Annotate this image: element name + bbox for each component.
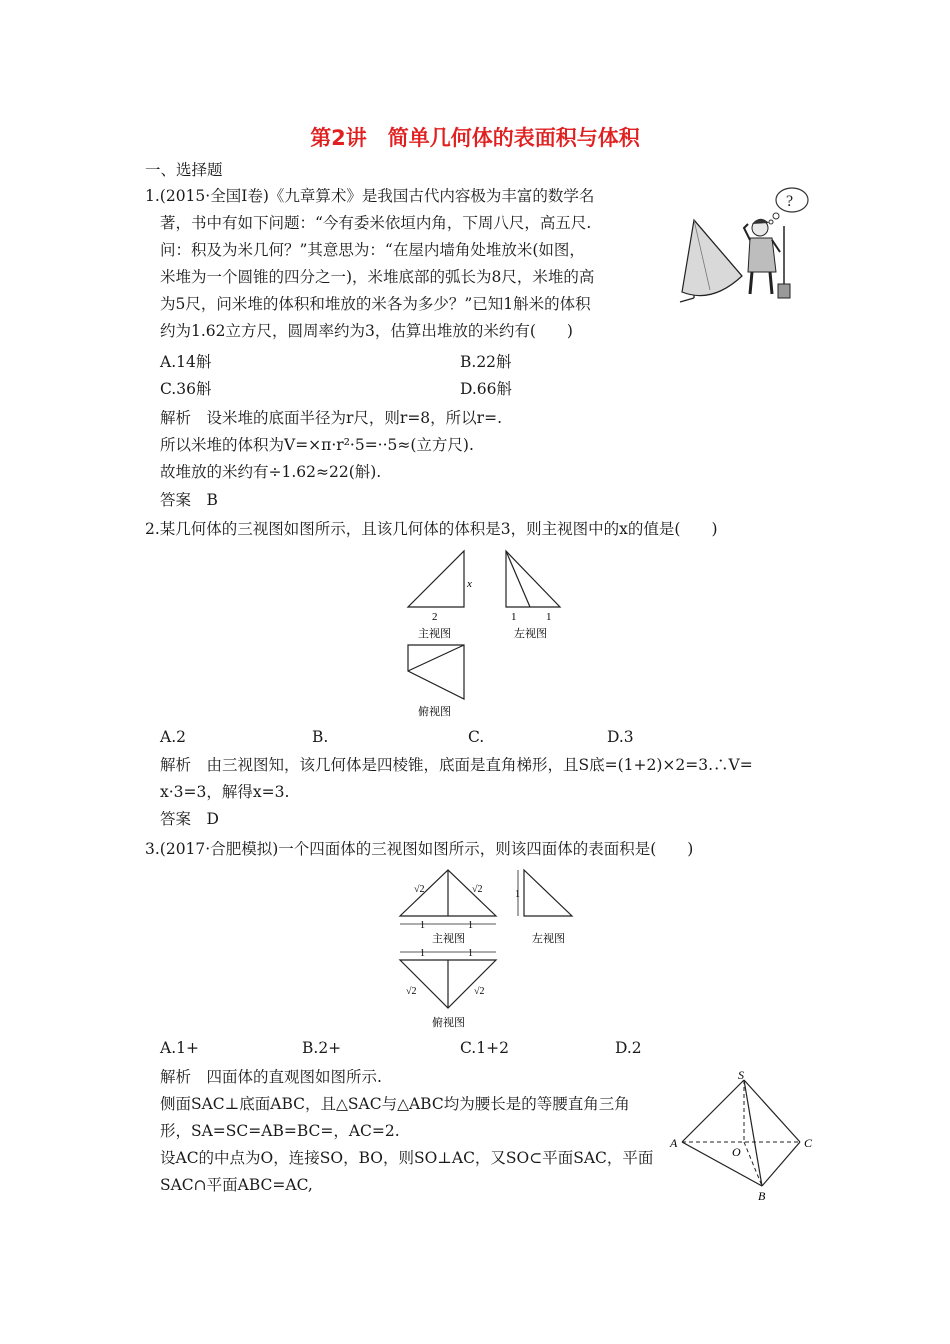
q2-left-view-label: 左视图 [514,628,547,640]
q3-stem: 3.(2017·合肥模拟)一个四面体的三视图如图所示，则该四面体的表面积是( ) [145,840,694,858]
pyramid-label-c: C [804,1136,813,1150]
q1-line-4: 米堆为一个圆锥的四分之一)，米堆底部的弧长为8尺，米堆的高 [160,268,595,286]
q1-option-d: D.66斛 [460,380,513,398]
q3-option-d: D.2 [615,1039,642,1057]
q2-answer: 答案 D [160,810,219,828]
q3-option-b: B.2+ [302,1039,342,1057]
q2-stem: 2.某几何体的三视图如图所示，且该几何体的体积是3，则主视图中的x的值是( ) [145,520,718,538]
q3-pyramid-diagram [668,1068,828,1204]
q2-option-d: D.3 [607,728,634,746]
q2-option-a: A.2 [160,728,186,746]
q1-option-b: B.22斛 [460,353,512,371]
q1-line-2: 著，书中有如下问题：“今有委米依垣内角，下周八尺，高五尺. [160,214,592,232]
q1-answer: 答案 B [160,491,218,509]
q2-front-view-label: 主视图 [418,628,451,640]
q2-analysis-1: 解析 由三视图知，该几何体是四棱锥，底面是直角梯形，且S底=(1+2)×2=3.∴V= [160,756,753,774]
q3-option-c: C.1+2 [460,1039,509,1057]
q3-analysis-3: 形，SA=SC=AB=BC=，AC=2. [160,1122,400,1140]
q2-two-label: 2 [432,611,438,623]
pyramid-label-s: S [738,1068,744,1082]
q2-top-view-label: 俯视图 [418,706,451,718]
q3-sqrt2-top-b: √2 [474,986,485,997]
q3-option-a: A.1+ [160,1039,199,1057]
q1-line-1: 1.(2015·全国Ⅰ卷)《九章算术》是我国古代内容极为丰富的数学名 [145,187,595,205]
q2-x-label: x [467,578,472,590]
q3-one-top-a: 1 [420,948,425,959]
q3-one-left: 1 [515,889,520,900]
svg-text:?: ? [786,193,794,210]
q2-option-c: C. [468,728,485,746]
q3-one-top-b: 1 [468,948,473,959]
q3-analysis-4: 设AC的中点为O，连接SO，BO，则SO⊥AC，又SO⊂平面SAC，平面 [160,1149,654,1167]
q1-line-3: 问：积及为米几何？”其意思为：“在屋内墙角处堆放米(如图， [160,241,585,259]
section-heading: 一、选择题 [145,161,223,179]
q2-three-view-figure [400,543,570,723]
q2-one-label-b: 1 [546,611,552,623]
q1-analysis-1: 解析 设米堆的底面半径为r尺，则r=8，所以r=. [160,409,502,427]
q2-analysis-2: x·3=3，解得x=3. [160,783,290,801]
q3-three-view-figure [392,864,582,1034]
q2-option-b: B. [312,728,329,746]
pyramid-label-b: B [758,1189,766,1203]
q3-one-front-a: 1 [420,920,425,931]
q1-analysis-2: 所以米堆的体积为V=×π·r²·5=··5≈(立方尺). [160,436,474,454]
q3-one-front-b: 1 [468,920,473,931]
q3-left-view-label: 左视图 [532,933,565,945]
q3-top-view-label: 俯视图 [432,1017,465,1029]
q3-sqrt2-front-b: √2 [472,884,483,895]
q3-analysis-5: SAC∩平面ABC=AC, [160,1176,313,1194]
q1-option-a: A.14斛 [160,353,212,371]
q1-option-c: C.36斛 [160,380,212,398]
q3-sqrt2-top-a: √2 [406,986,417,997]
q2-one-label-a: 1 [511,611,517,623]
q1-line-6: 约为1.62立方尺，圆周率约为3，估算出堆放的米约有( ) [160,322,573,340]
q3-front-view-label: 主视图 [432,933,465,945]
q3-sqrt2-front-a: √2 [414,884,425,895]
pyramid-label-a: A [670,1136,678,1150]
q1-line-5: 为5尺，问米堆的体积和堆放的米各为多少？”已知1斛米的体积 [160,295,591,313]
q3-analysis-1: 解析 四面体的直观图如图所示. [160,1068,382,1086]
q3-analysis-2: 侧面SAC⊥底面ABC，且△SAC与△ABC均为腰长是的等腰直角三角 [160,1095,630,1113]
page-title: 第2讲 简单几何体的表面积与体积 [310,126,640,150]
q1-analysis-3: 故堆放的米约有÷1.62≈22(斛). [160,463,382,481]
rice-pile-illustration [672,180,817,305]
pyramid-label-o: O [732,1145,741,1159]
